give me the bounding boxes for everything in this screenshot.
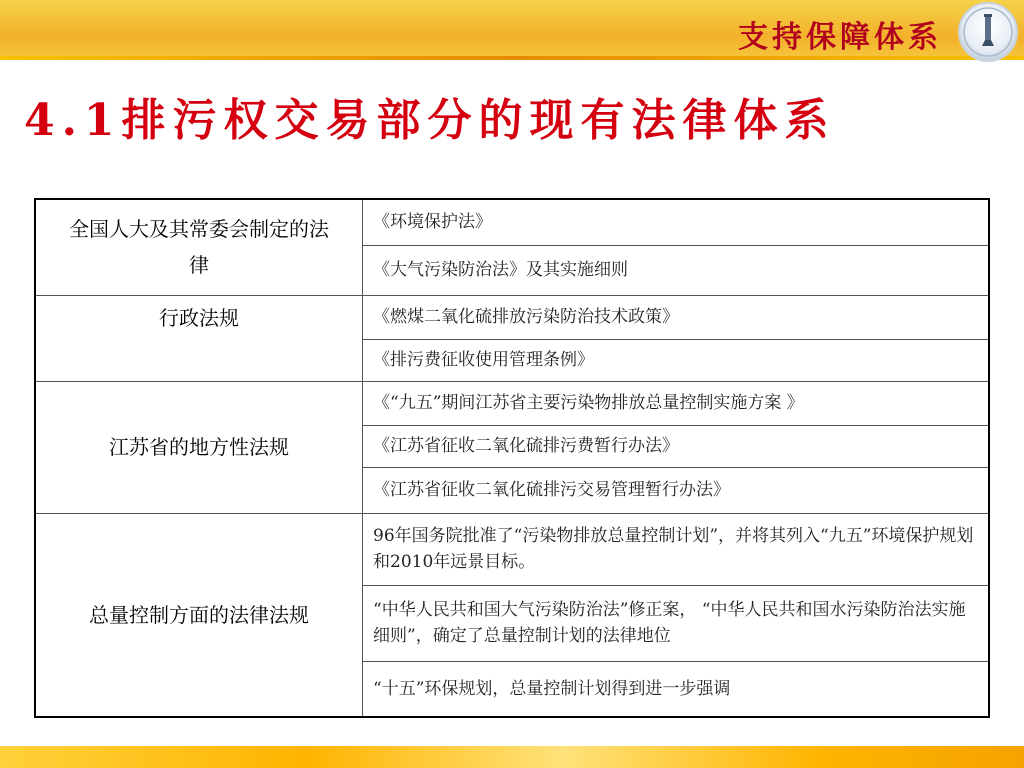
category-cell: 总量控制方面的法律法规 bbox=[35, 513, 363, 717]
footer-band bbox=[0, 746, 1024, 768]
law-item: 《“九五”期间江苏省主要污染物排放总量控制实施方案 》 bbox=[363, 381, 990, 425]
law-item: 《排污费征收使用管理条例》 bbox=[363, 339, 990, 381]
law-item: 96年国务院批准了“污染物排放总量控制计划”，并将其列入“九五”环境保护规划和2010年远景目标。 bbox=[363, 513, 990, 585]
page-title: 4.1排污权交易部分的现有法律体系 bbox=[24, 95, 836, 146]
table-row bbox=[35, 381, 989, 425]
law-item: 《燃煤二氧化硫排放污染防治技术政策》 bbox=[363, 295, 990, 339]
law-item: 《大气污染防治法》及其实施细则 bbox=[363, 245, 990, 295]
category-cell: 行政法规 bbox=[35, 295, 363, 381]
law-item: 《江苏省征收二氧化硫排污交易管理暂行办法》 bbox=[363, 467, 990, 513]
category-cell: 江苏省的地方性法规 bbox=[35, 381, 363, 513]
legal-system-table bbox=[34, 198, 990, 718]
section-title: 支持保障体系 bbox=[738, 20, 942, 55]
university-seal-logo bbox=[958, 2, 1018, 62]
law-item: 《江苏省征收二氧化硫排污费暂行办法》 bbox=[363, 425, 990, 467]
law-item: 《环境保护法》 bbox=[363, 199, 990, 245]
category-cell: 全国人大及其常委会制定的法律 bbox=[35, 199, 363, 295]
table-row bbox=[35, 295, 989, 339]
law-item: “中华人民共和国大气污染防治法”修正案， “中华人民共和国水污染防治法实施细则”，确定了总量控制计划的法律地位 bbox=[363, 585, 990, 661]
table-row bbox=[35, 513, 989, 585]
table-row bbox=[35, 199, 989, 245]
law-item: “十五”环保规划，总量控制计划得到进一步强调 bbox=[363, 661, 990, 717]
